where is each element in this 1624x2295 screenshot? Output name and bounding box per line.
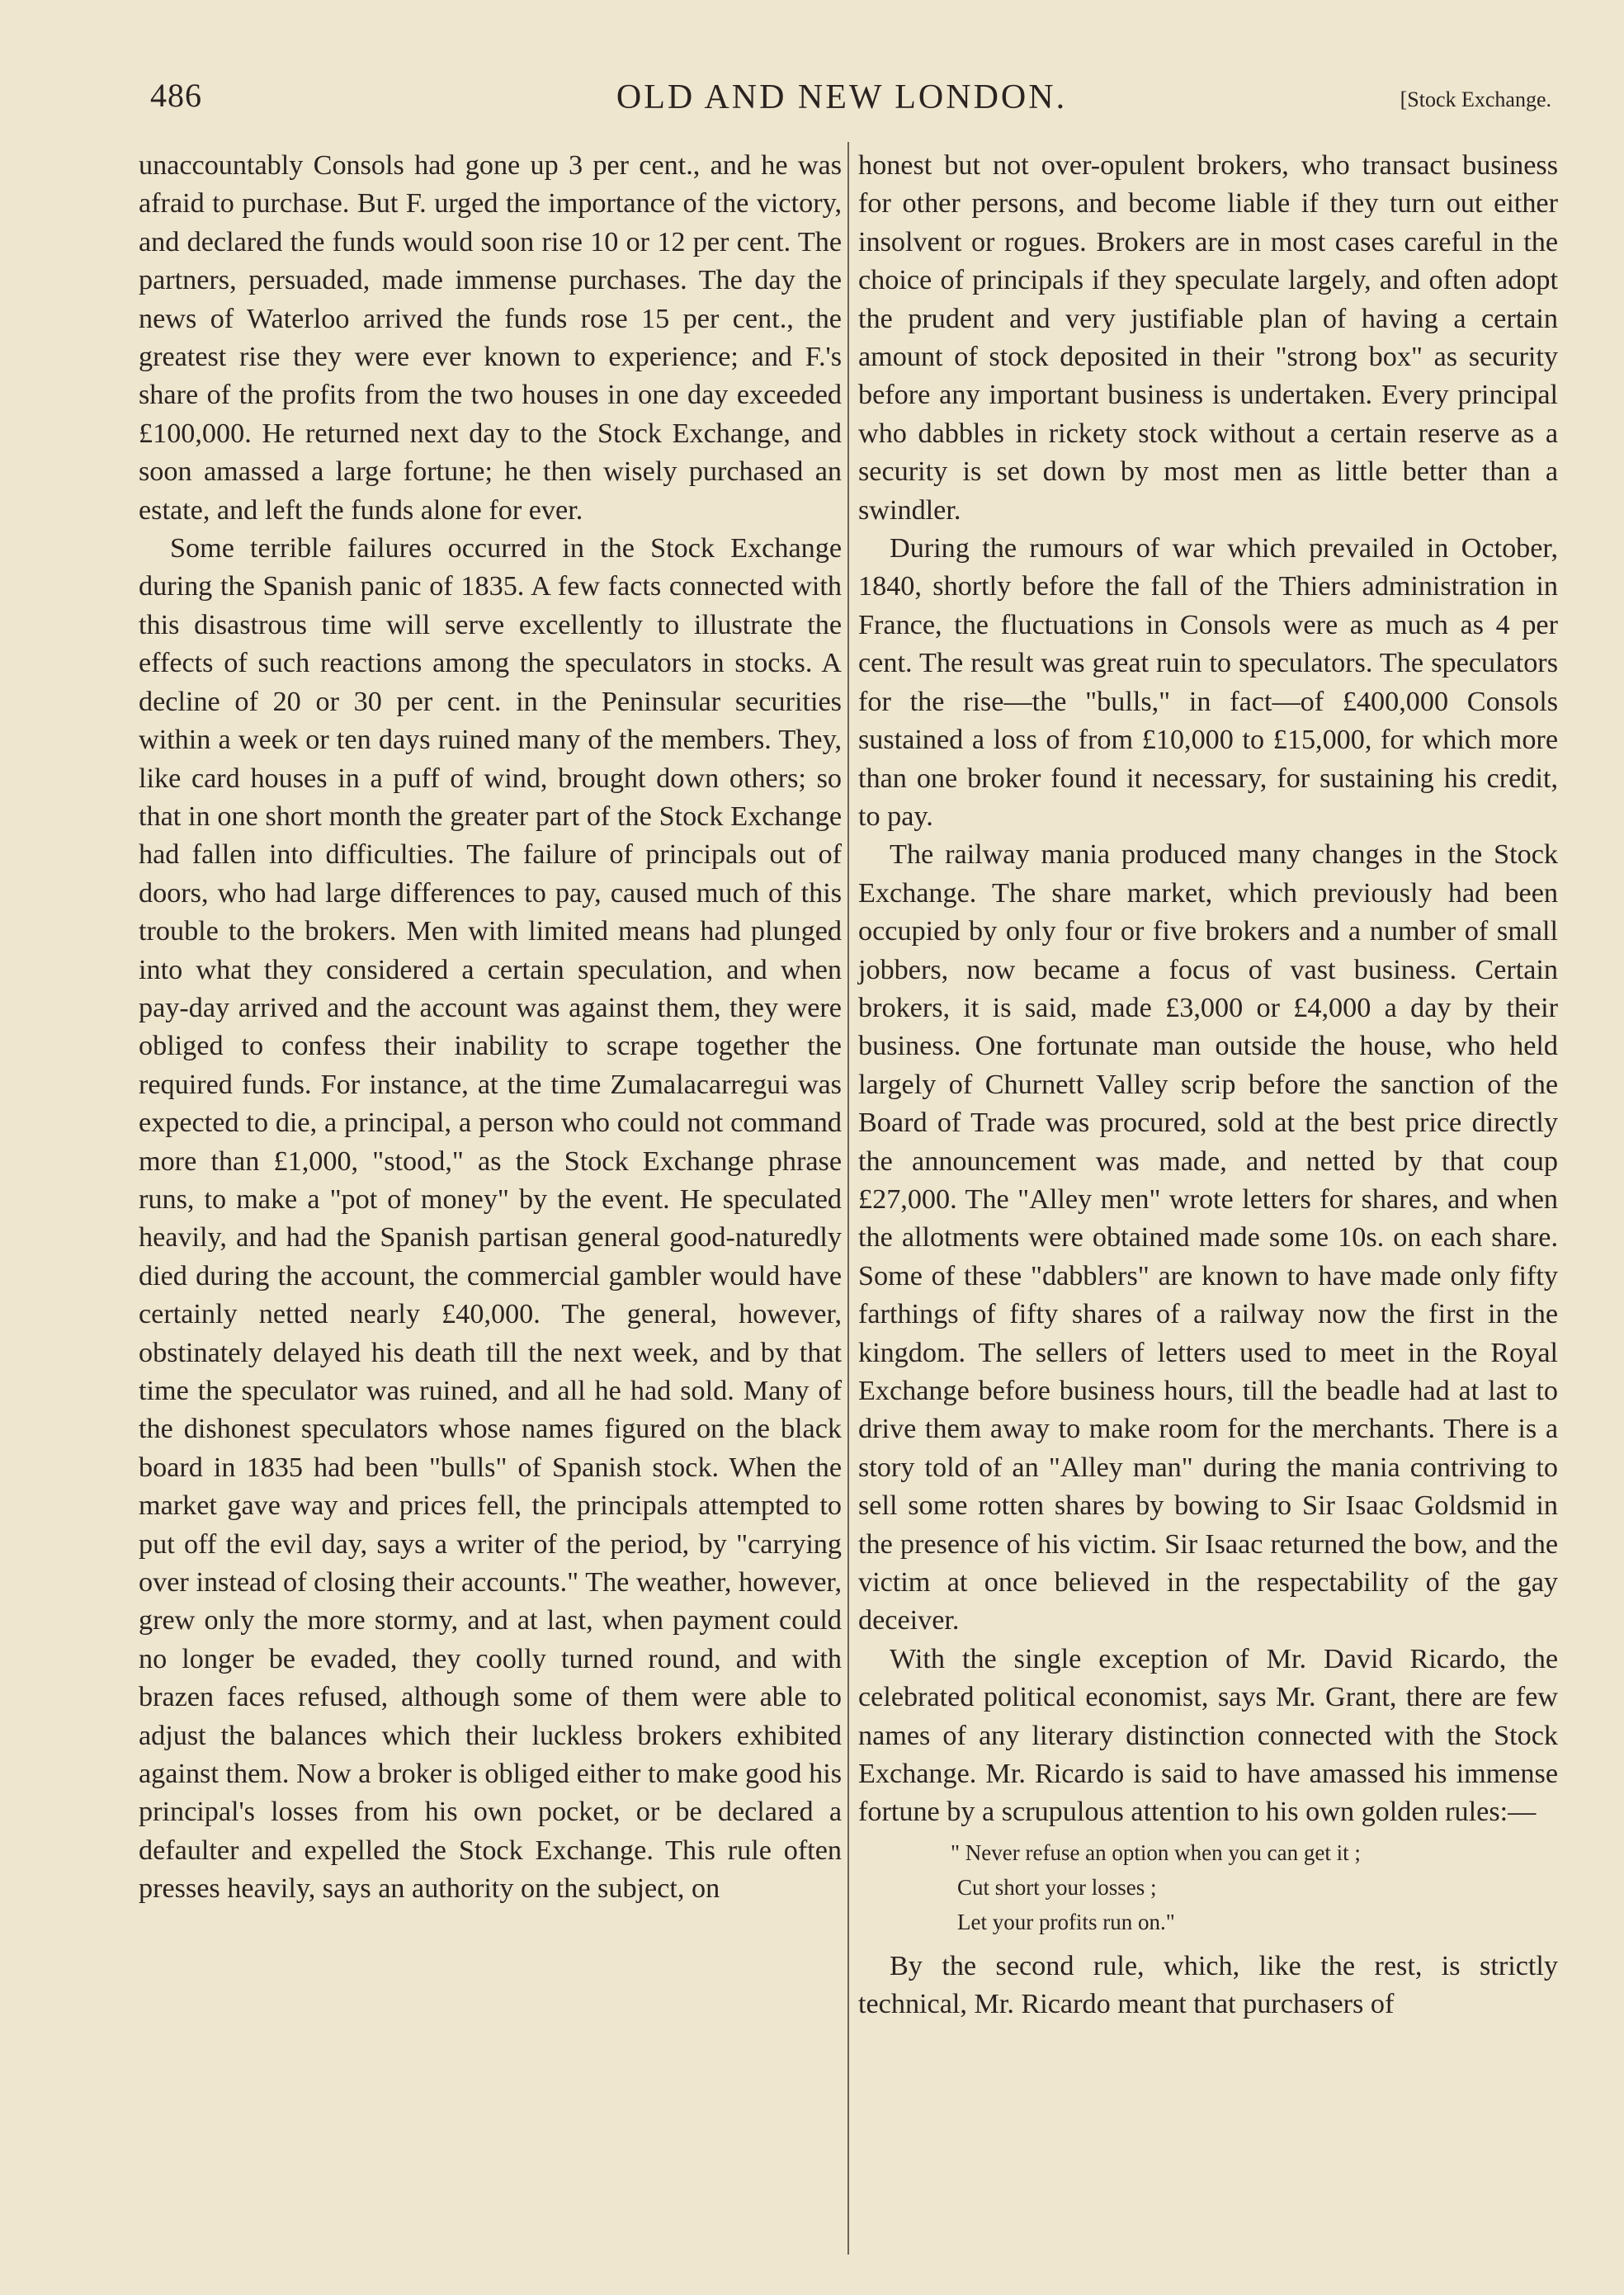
paragraph: Some terrible failures occurred in the Stock Exchange during the Spanish panic of 1835. A few facts connected with this disastrous time will serve excellently to illustrate the effects of such reactions among the speculators in stocks. A decline of 20 or 30 per cent. in the Peninsular securities within a week or ten days ruined many of the members. They, like card houses in a puff of wind, brought down others; so that in one short month the greater part of the Stock Exchange had fallen into difficulties. The failure of principals out of doors, who had large differences to pay, caused much of this trouble to the brokers. Men with limited means had plunged into what they considered a certain speculation, and when pay-day arrived and the account was against them, they were obliged to confess their inability to scrape together the required funds. For instance, at the time Zumalacarregui was expected to die, a principal, a person who could not command more than £1,000, "stood," as the Stock Exchange phrase runs, to make a "pot of money" by the event. He speculated heavily, and had the Spanish partisan general good-naturedly died during the account, the commercial gambler would have certainly netted nearly £40,000. The general, however, obstinately delayed his death till the next week, and by that time the speculator was ruined, and all he had sold. Many of the dishonest speculators whose names figured on the black board in 1835 had been "bulls" of Spanish stock. When the market gave way and prices fell, the principals attempted to put off the evil day, says a writer of the period, by "carrying over instead of closing their accounts." The weather, however, grew only the more stormy, and at last, when payment could no longer be evaded, they coolly turned round, and with brazen faces refused, although some of them were able to adjust the balances which their luckless brokers exhibited against them. Now a broker is obliged either to make good his principal's losses from his own pocket, or be declared a defaulter and expelled the Stock Exchange. This rule often presses heavily, says an authority on the subject, on <box>139 533 842 1905</box>
verse-quote <box>951 1835 1558 1939</box>
paragraph: With the single exception of Mr. David Ricardo, the celebrated political economist, says Mr. Grant, there are few names of any literary distinction connected with the Stock Exchange. Mr. Ricardo is said to have amassed his immense fortune by a scrupulous attention to his own golden rules:— <box>858 1643 1558 1828</box>
right-column <box>858 147 1558 2024</box>
running-title: OLD AND NEW LONDON. <box>616 78 1068 116</box>
paragraph: During the rumours of war which prevailed in October, 1840, shortly before the fall of the Thiers administration in France, the fluctuations in Consols were as much as 4 per cent. The result was great ruin to speculators. The speculators for the rise—the "bulls," in fact—of £400,000 Consols sustained a loss of from £10,000 to £15,000, for which more than one broker found it necessary, for sustaining his credit, to pay. <box>858 533 1558 832</box>
paragraph: unaccountably Consols had gone up 3 per cent., and he was afraid to purchase. But F. urged the importance of the victory, and declared the funds would soon rise 10 or 12 per cent. The partners, persuaded, made immense purchases. The day the news of Waterloo arrived the funds rose 15 per cent., the greatest rise they were ever known to experience; and F.'s share of the profits from the two houses in one day exceeded £100,000. He returned next day to the Stock Exchange, and soon amassed a large fortune; he then wisely purchased an estate, and left the funds alone for ever. <box>139 150 842 526</box>
verse-line: Cut short your losses ; <box>957 1874 1157 1900</box>
paragraph: honest but not over-opulent brokers, who transact business for other persons, and become liable if they turn out either insolvent or rogues. Brokers are in most cases careful in the choice of principals if they speculate largely, and often adopt the prudent and very justifiable plan of having a certain amount of stock deposited in their "strong box" as security before any important business is undertaken. Every principal who dabbles in rickety stock without a certain reserve as a security is set down by most men as little better than a swindler. <box>858 150 1558 526</box>
page-number: 486 <box>150 77 202 114</box>
paragraph: The railway mania produced many changes in the Stock Exchange. The share market, which previously had been occupied by only four or five brokers and a number of small jobbers, now became a focus of vast business. Certain brokers, it is said, made £3,000 or £4,000 a day by their business. One fortunate man outside the house, who held largely of Churnett Valley scrip before the sanction of the Board of Trade was procured, sold at the best price directly the announcement was made, and netted by that coup £27,000. The "Alley men" wrote letters for shares, and when the allotments were obtained made some 10s. on each share. Some of these "dabblers" are known to have made only fifty farthings of fifty shares of a railway now the first in the kingdom. The sellers of letters used to meet in the Royal Exchange before business hours, till the beadle had at last to drive them away to make room for the merchants. There is a story told of an "Alley man" during the mania contriving to sell some rotten shares by bowing to Sir Isaac Goldsmid in the presence of his victim. Sir Isaac returned the bow, and the victim at once believed in the respectability of the gay deceiver. <box>858 839 1558 1636</box>
left-column <box>139 147 842 1909</box>
running-head <box>132 71 1551 120</box>
verse-line: Let your profits run on." <box>957 1909 1175 1934</box>
running-section: [Stock Exchange. <box>1400 87 1551 111</box>
column-rule <box>847 142 849 2255</box>
paragraph: By the second rule, which, like the rest, is strictly technical, Mr. Ricardo meant that purchasers of <box>858 1950 1558 2020</box>
verse-line: " Never refuse an option when you can get it ; <box>951 1839 1361 1865</box>
